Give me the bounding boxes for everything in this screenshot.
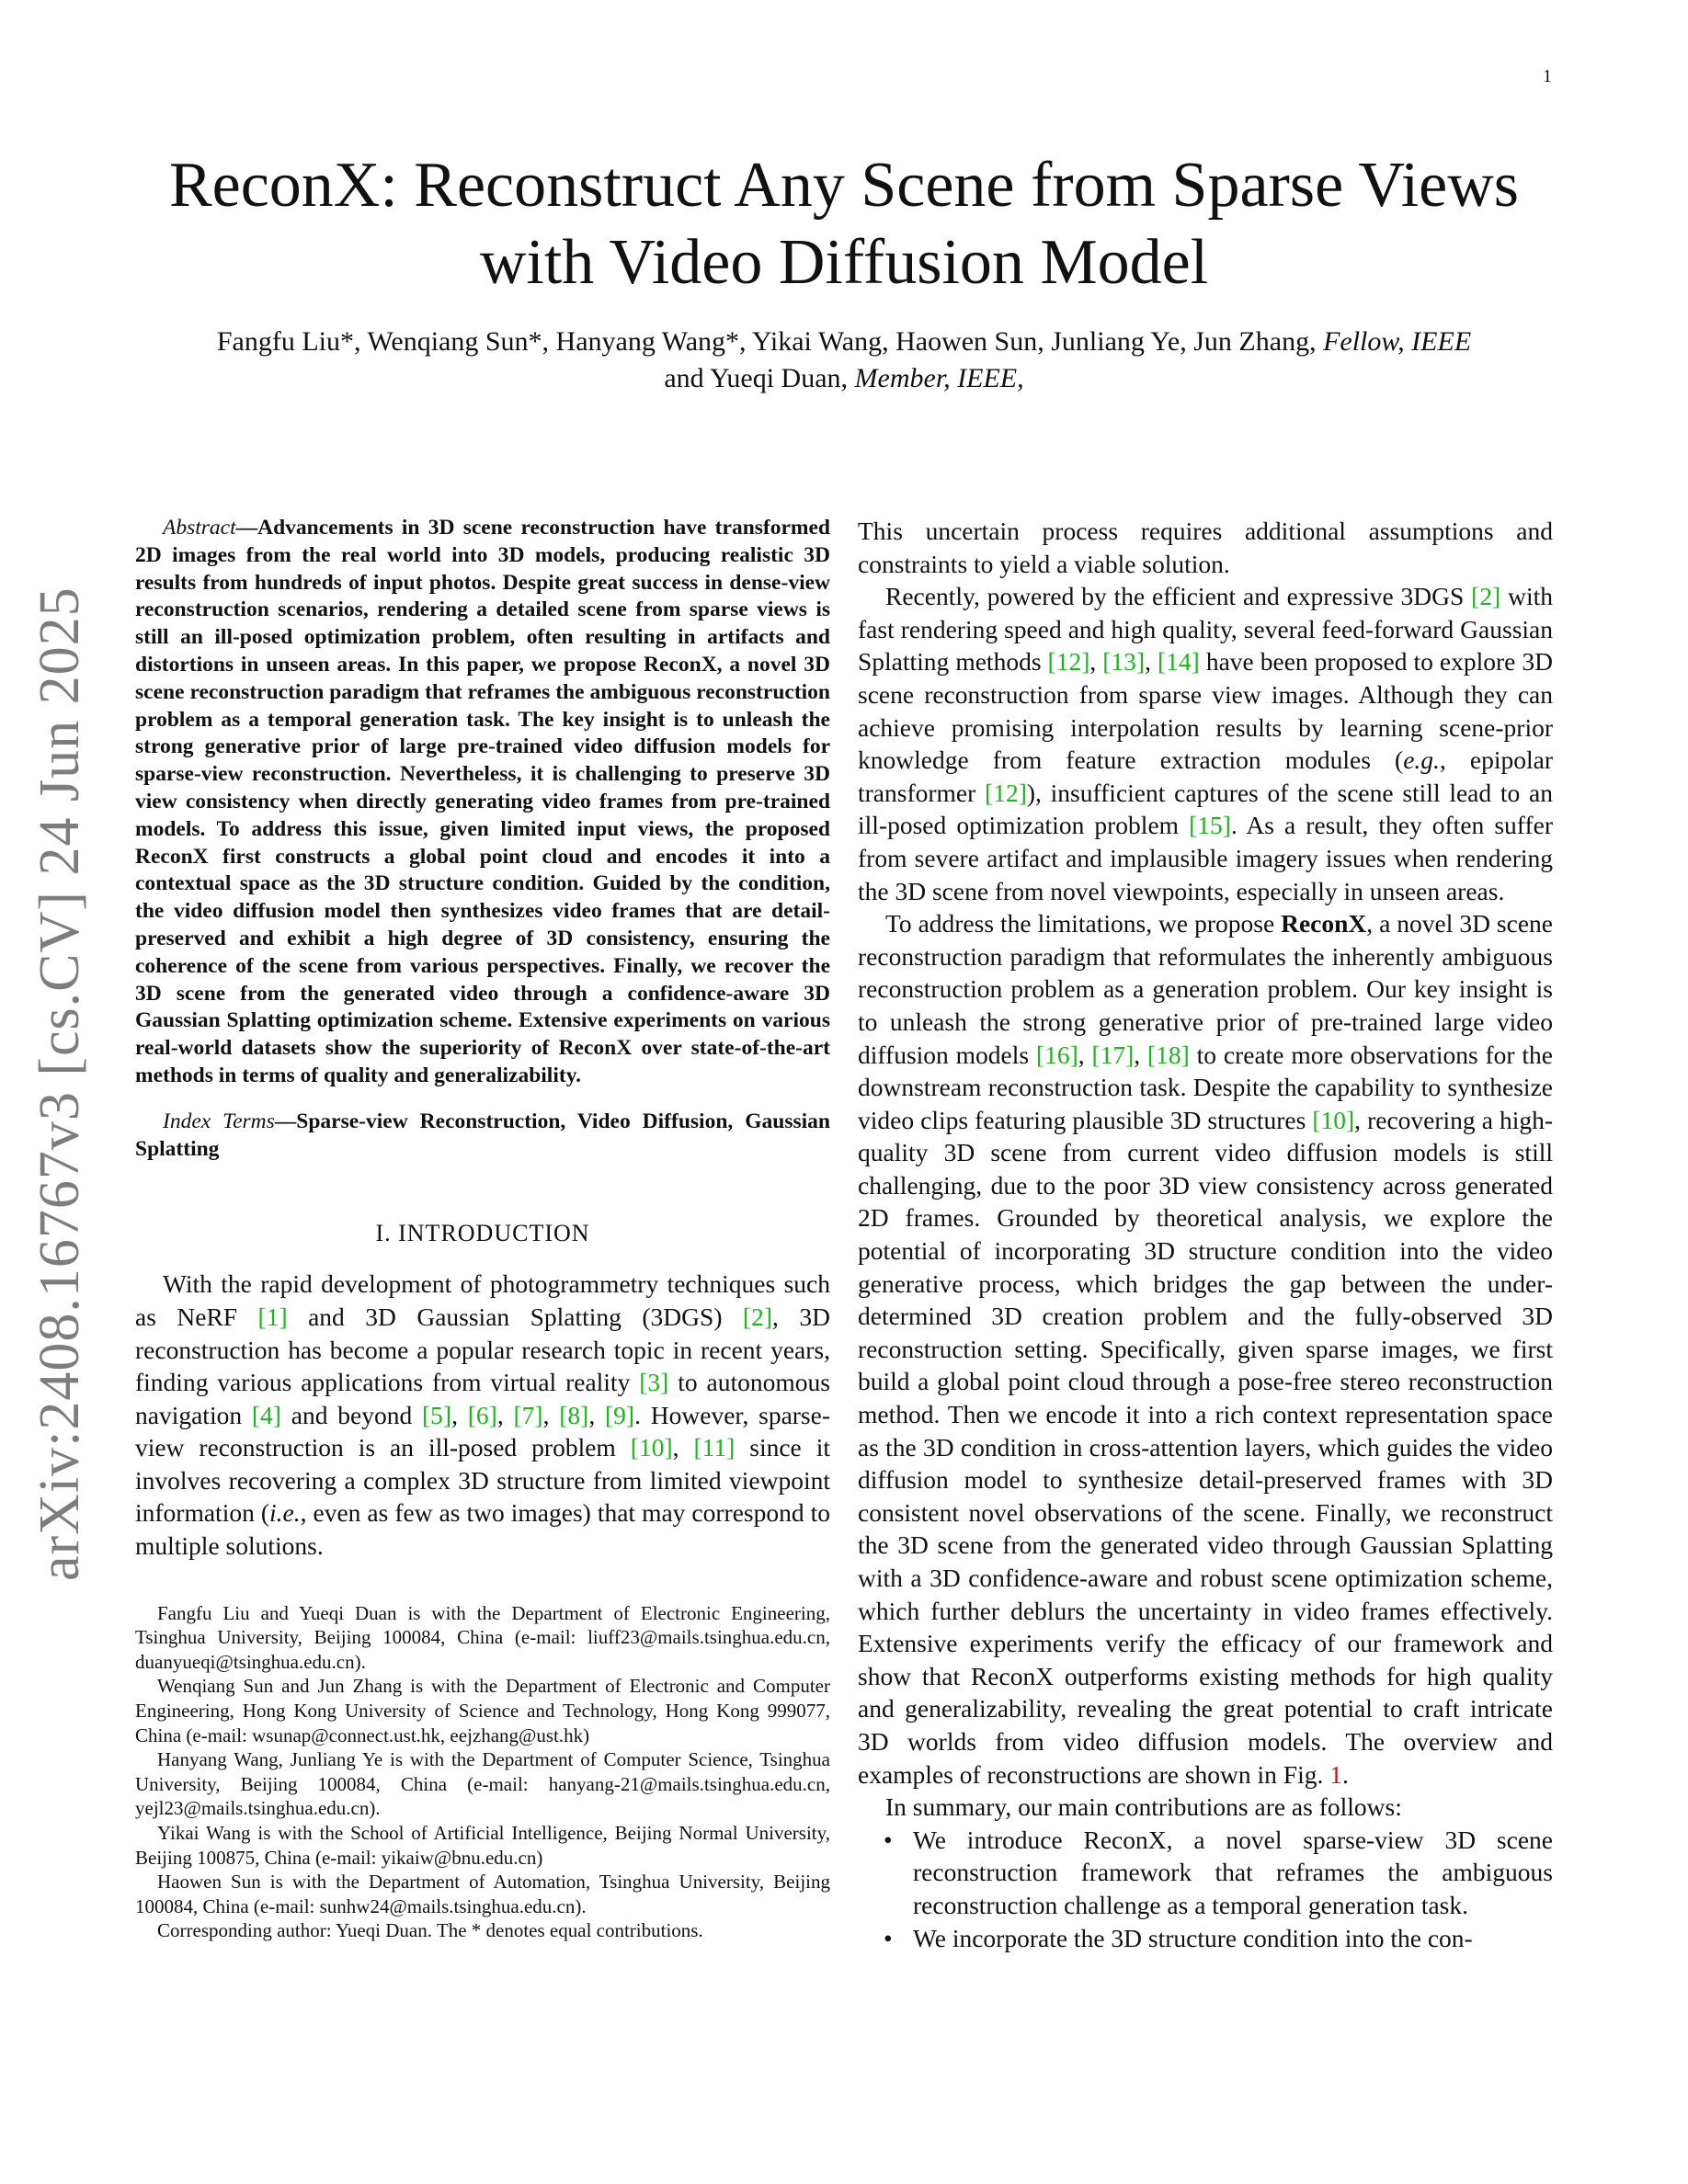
figure-reference-link[interactable]: 1 (1329, 1759, 1342, 1789)
footnote: Fangfu Liu and Yueqi Duan is with the Department of Electronic Engineering, Tsinghua University, Beijing 100084, China (e-mail: liuff23@mails.tsinghua.edu.cn, duanyueqi@tsinghua.edu.cn). (135, 1601, 830, 1673)
citation-link[interactable]: [2] (1471, 582, 1501, 611)
paper-title (92, 147, 1596, 301)
title-line-2: with Video Diffusion Model (479, 227, 1209, 298)
right-column (858, 515, 1553, 1954)
citation-link[interactable]: [9] (605, 1400, 635, 1429)
footnote: Wenqiang Sun and Jun Zhang is with the Department of Electronic and Computer Engineering, Hong Kong University of Science and Technology, Hong Kong 999077, China (e-mail: wsunap@connect.ust.hk, eejzhang@ust.hk) (135, 1675, 830, 1746)
authors-line-2: and Yueqi Duan, (664, 363, 855, 393)
body-paragraph: To address the limitations, we propose ReconX, a novel 3D scene reconstruction paradigm that reformulates the inherently ambiguous reconstruction problem as a generation problem. Our key insight is to unleash the strong generative prior of pre-trained large video diffusion models [16], [17], [18] to create more observations for the downstream reconstruction task. Despite the capability to synthesize video clips featuring plausible 3D structures [10], recovering a high-quality 3D scene from current video diffusion models is still challenging, due to the poor 3D view consistency across generated 2D frames. Grounded by theoretical analysis, we explore the potential of incorporating 3D structure condition into the video generative process, which bridges the gap between the under-determined 3D creation problem and the fully-observed 3D reconstruction setting. Specifically, given sparse images, we first build a global point cloud through a pose-free stereo reconstruction method. Then we encode it into a rich context representation space as the 3D condition in cross-attention layers, which guides the video diffusion model to synthesize detail-preserved frames with 3D consistent novel observations of the scene. Finally, we reconstruct the 3D scene from the generated video through Gaussian Splatting with a 3D confidence-aware and robust scene optimization scheme, which further deblurs the uncertainty in video frames effectively. Extensive experiments verify the efficacy of our framework and show that ReconX outperforms existing methods for high quality and generalizability, revealing the great potential to craft intricate 3D worlds from video diffusion models. The overview and examples of reconstructions are shown in Fig. 1. (858, 909, 1554, 1789)
bullet-icon: • (884, 1923, 893, 1952)
citation-link[interactable]: [16] (1035, 1040, 1078, 1069)
citation-link[interactable]: [11] (693, 1433, 736, 1462)
citation-link[interactable]: [18] (1147, 1040, 1190, 1069)
citation-link[interactable]: [14] (1157, 647, 1200, 677)
abstract-text: —Advancements in 3D scene reconstruction have transformed 2D images from the real world into 3D models, producing realistic 3D results from hundreds of input photos. Despite great success in dense-view reconstruction scenarios, rendering a detailed scene from sparse views is still an ill-posed optimization problem, often resulting in artifacts and distortions in unseen areas. In this paper, we propose ReconX, a novel 3D scene reconstruction paradigm that reframes the ambiguous reconstruction problem as a temporal generation task. The key insight is to unleash the strong generative prior of large pre-trained video diffusion models for sparse-view reconstruction. Nevertheless, it is challenging to preserve 3D view consistency when directly generating video frames from pre-trained models. To address this issue, given limited input views, the proposed ReconX first constructs a global point cloud and encodes it into a contextual space as the 3D structure condition. Guided by the condition, the video diffusion model then synthesizes video frames that are detail-preserved and exhibit a high degree of 3D consistency, ensuring the coherence of the scene from various perspectives. Finally, we recover the 3D scene from the generated video through a confidence-aware 3D Gaussian Splatting optimization scheme. Extensive experiments on various real-world datasets show the superiority of ReconX over state-of-the-art methods in terms of quality and generalizability. (135, 516, 830, 1087)
page-number: 1 (1543, 66, 1552, 86)
abstract (135, 515, 830, 1090)
method-name: ReconX (1281, 909, 1367, 938)
body-paragraph: This uncertain process requires additional assumptions and constraints to yield a viable solution. (858, 517, 1553, 578)
citation-link[interactable]: [7] (513, 1400, 543, 1429)
authors-line-1-title: Fellow, IEEE (1323, 326, 1472, 357)
index-terms-label: Index Terms (163, 1109, 275, 1133)
body-paragraph: Recently, powered by the efficient and expressive 3DGS [2] with fast rendering speed and high quality, several feed-forward Gaussian Splatting methods [12], [13], [14] have been proposed to explore 3D scene reconstruction from sparse view images. Although they can achieve promising interpolation results by learning scene-prior knowledge from feature extraction modules (e.g., epipolar transformer [12]), insufficient captures of the scene still lead to an ill-posed optimization problem [15]. As a result, they often suffer from severe artifact and implausible imagery issues when rendering the 3D scene from novel viewpoints, especially in unseen areas. (858, 582, 1553, 905)
section-numeral: I. (375, 1220, 399, 1247)
footnote: Corresponding author: Yueqi Duan. The * denotes equal contributions. (157, 1919, 703, 1942)
citation-link[interactable]: [2] (742, 1302, 773, 1331)
citation-link[interactable]: [12] (985, 778, 1027, 807)
contributions-list (858, 1824, 1553, 1954)
citation-link[interactable]: [15] (1189, 811, 1231, 840)
title-line-1: ReconX: Reconstruct Any Scene from Sparse Views (168, 150, 1520, 221)
citation-link[interactable]: [17] (1091, 1040, 1135, 1069)
citation-link[interactable]: [13] (1102, 647, 1146, 677)
index-terms (135, 1109, 830, 1164)
section-heading-introduction (135, 1220, 830, 1247)
index-terms-text: —Sparse-view Reconstruction, Video Diffusion, Gaussian Splatting (135, 1109, 830, 1161)
affiliation-footnotes (135, 1601, 830, 1943)
citation-link[interactable]: [6] (467, 1400, 497, 1429)
citation-link[interactable]: [10] (1312, 1105, 1355, 1134)
citation-link[interactable]: [1] (257, 1302, 288, 1331)
list-item: • We introduce ReconX, a novel sparse-view 3D scene reconstruction framework that reframes the ambiguous reconstruction challenge as a temporal generation task. (884, 1825, 1553, 1919)
citation-link[interactable]: [4] (251, 1400, 281, 1429)
citation-link[interactable]: [5] (422, 1400, 452, 1429)
footnote: Haowen Sun is with the Department of Automation, Tsinghua University, Beijing 100084, China (e-mail: sunhw24@mails.tsinghua.edu.cn). (135, 1871, 830, 1917)
body-paragraph: In summary, our main contributions are as follows: (885, 1792, 1402, 1822)
section-rest: NTRODUCTION (406, 1220, 590, 1247)
section-first-letter: I (398, 1220, 407, 1247)
left-column (135, 515, 830, 1943)
citation-link[interactable]: [8] (559, 1400, 589, 1429)
list-item: • We incorporate the 3D structure condition into the con- (858, 1922, 1553, 1955)
authors-line-2-title: Member, IEEE, (854, 363, 1024, 393)
footnote: Yikai Wang is with the School of Artificial Intelligence, Beijing Normal University, Beijing 100875, China (e-mail: yikaiw@bnu.edu.cn) (135, 1822, 830, 1869)
intro-paragraph: With the rapid development of photogrammetry techniques such as NeRF [1] and 3D Gaussian Splatting (3DGS) [2], 3D reconstruction has become a popular research topic in recent years, finding various applications from virtual reality [3] to autonomous navigation [4] and beyond [5], [6], [7], [8], [9]. However, sparse-view reconstruction is an ill-posed problem [10], [11] since it involves recovering a complex 3D structure from limited viewpoint information (i.e., even as few as two images) that may correspond to multiple solutions. (135, 1269, 831, 1561)
authors-line-1: Fangfu Liu*, Wenqiang Sun*, Hanyang Wang*, Yikai Wang, Haowen Sun, Junliang Ye, Jun Zhang, (216, 326, 1324, 357)
citation-link[interactable]: [10] (630, 1433, 673, 1462)
citation-link[interactable]: [3] (639, 1368, 669, 1397)
citation-link[interactable]: [12] (1047, 647, 1090, 677)
footnote: Hanyang Wang, Junliang Ye is with the Department of Computer Science, Tsinghua University, Beijing 100084, China (e-mail: hanyang-21@mails.tsinghua.edu.cn, yejl23@mails.tsinghua.edu.cn). (135, 1748, 830, 1820)
abstract-label: Abstract (163, 516, 236, 540)
arxiv-stamp: arXiv:2408.16767v3 [cs.CV] 24 Jun 2025 (29, 586, 91, 1581)
bullet-icon: • (884, 1825, 893, 1854)
author-list (110, 324, 1578, 397)
